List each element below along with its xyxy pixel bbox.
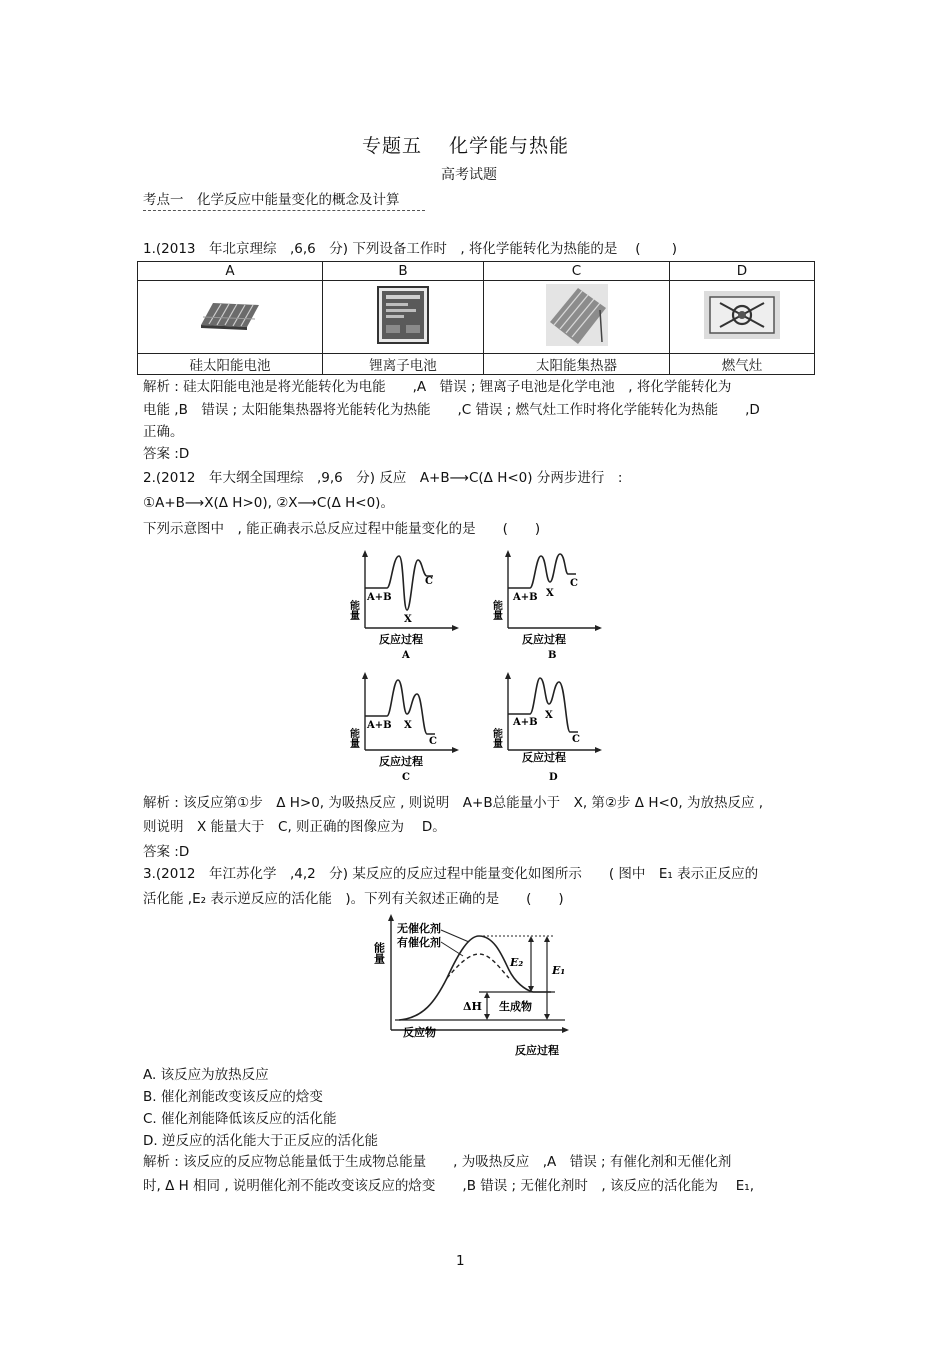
q2-stem-line2: ①A+B⟶X(Δ H>0), ②X⟶C(Δ H<0)。 xyxy=(143,495,394,511)
q2a-option: A xyxy=(402,650,410,661)
q3-ylabel: 能量 xyxy=(372,942,386,964)
q2a-product: C xyxy=(425,576,433,587)
q1-image-d xyxy=(670,281,815,354)
q3-energy-diagram xyxy=(372,912,585,1060)
q2c-ylabel: 能量 xyxy=(347,728,359,748)
q1-label-c: 太阳能集热器 xyxy=(484,354,670,375)
q2c-reactant: A+B xyxy=(367,720,392,731)
q2a-ylabel: 能量 xyxy=(347,600,359,620)
q3-xlabel: 反应过程 xyxy=(515,1044,559,1057)
q2b-product: C xyxy=(570,578,578,589)
q2d-reactant: A+B xyxy=(513,717,538,728)
q3-no-catalyst-label: 无催化剂 xyxy=(397,922,441,935)
q3-analysis-line2: 时, Δ H 相同 , 说明催化剂不能改变该反应的焓变 ,B 错误 ; 无催化剂时 , 该反应的活化能为 E₁, xyxy=(143,1178,755,1194)
q2d-intermediate: X xyxy=(545,710,553,721)
q3-choice-d: D. 逆反应的活化能大于正反应的活化能 xyxy=(143,1133,378,1149)
q3-choice-c: C. 催化剂能降低该反应的活化能 xyxy=(143,1111,337,1127)
q1-label-a: 硅太阳能电池 xyxy=(138,354,323,375)
q2-diagram-a xyxy=(345,548,465,660)
page-title: 专题五 化学能与热能 xyxy=(362,135,570,157)
q2-stem-line3: 下列示意图中 , 能正确表示总反应过程中能量变化的是 ( ) xyxy=(143,521,541,537)
solar-panel-icon xyxy=(195,297,265,333)
q1-label-d: 燃气灶 xyxy=(670,354,815,375)
q2a-reactant: A+B xyxy=(367,592,392,603)
q1-answer: 答案 :D xyxy=(143,446,190,462)
q2c-product: C xyxy=(429,736,437,747)
q2b-xlabel: 反应过程 xyxy=(522,633,566,646)
q2-diagram-d xyxy=(488,670,608,784)
q3-reactant-label: 反应物 xyxy=(403,1026,436,1039)
q1-analysis-line2: 电能 ,B 错误 ; 太阳能集热器将光能转化为热能 ,C 错误 ; 燃气灶工作时将化学能转化为热能 ,D xyxy=(143,402,760,418)
q2d-option: D xyxy=(549,772,558,783)
q2a-xlabel: 反应过程 xyxy=(379,633,423,646)
q2b-intermediate: X xyxy=(546,588,554,599)
q2-stem-line1: 2.(2012 年大纲全国理综 ,9,6 分) 反应 A+B⟶C(Δ H<0) 分两步进行 : xyxy=(143,470,623,486)
q1-image-b xyxy=(323,281,484,354)
q1-header-d: D xyxy=(670,262,815,281)
q3-with-catalyst-label: 有催化剂 xyxy=(397,936,441,949)
q2b-reactant: A+B xyxy=(513,592,538,603)
q3-stem-line2: 活化能 ,E₂ 表示逆反应的活化能 )。下列有关叙述正确的是 ( ) xyxy=(143,891,564,907)
gas-stove-icon xyxy=(702,289,782,341)
q1-image-c xyxy=(484,281,670,354)
q2c-option: C xyxy=(402,772,410,783)
q1-image-a xyxy=(138,281,323,354)
q2d-xlabel: 反应过程 xyxy=(522,751,566,764)
q2-diagram-c xyxy=(345,670,465,784)
q3-product-label: 生成物 xyxy=(499,1000,532,1013)
q1-options-table xyxy=(137,261,815,375)
q3-choice-b: B. 催化剂能改变该反应的焓变 xyxy=(143,1089,323,1105)
q1-analysis-line3: 正确。 xyxy=(143,424,184,440)
q3-choice-a: A. 该反应为放热反应 xyxy=(143,1067,269,1083)
q1-stem: 1.(2013 年北京理综 ,6,6 分) 下列设备工作时 , 将化学能转化为热能的是 ( ) xyxy=(143,241,678,257)
q1-analysis-line1: 解析 : 硅太阳能电池是将光能转化为电能 ,A 错误 ; 锂离子电池是化学电池 , 将化学能转化为 xyxy=(143,379,732,395)
q3-analysis-line1: 解析 : 该反应的反应物总能量低于生成物总能量 , 为吸热反应 ,A 错误 ; 有催化剂和无催化剂 xyxy=(143,1154,732,1170)
q2c-xlabel: 反应过程 xyxy=(379,755,423,768)
q3-e2-label: E₂ xyxy=(510,956,524,969)
page-number: 1 xyxy=(456,1253,465,1269)
q3-e1-label: E₁ xyxy=(552,964,566,977)
q2-analysis-line2: 则说明 X 能量大于 C, 则正确的图像应为 D。 xyxy=(143,819,446,835)
q2-answer: 答案 :D xyxy=(143,844,190,860)
q2a-intermediate: X xyxy=(404,614,412,625)
q1-header-a: A xyxy=(138,262,323,281)
lithium-battery-icon xyxy=(375,285,431,345)
q1-header-b: B xyxy=(323,262,484,281)
q2-diagram-b xyxy=(488,548,608,660)
q2b-ylabel: 能量 xyxy=(490,600,502,620)
q3-stem-line1: 3.(2012 年江苏化学 ,4,2 分) 某反应的反应过程中能量变化如图所示 ( 图中 E₁ 表示正反应的 xyxy=(143,866,759,882)
q2c-intermediate: X xyxy=(404,720,412,731)
q2d-product: C xyxy=(572,734,580,745)
q1-header-c: C xyxy=(484,262,670,281)
page-subtitle: 高考试题 xyxy=(441,167,497,183)
section-heading: 考点一 化学反应中能量变化的概念及计算 xyxy=(143,188,425,211)
q1-label-b: 锂离子电池 xyxy=(323,354,484,375)
q2b-option: B xyxy=(548,650,557,661)
q3-dh-label: ΔH xyxy=(463,1000,482,1013)
q2-analysis-line1: 解析 : 该反应第①步 Δ H>0, 为吸热反应 , 则说明 A+B总能量小于 X, 第②步 Δ H<0, 为放热反应 , xyxy=(143,795,764,811)
q2d-ylabel: 能量 xyxy=(490,728,502,748)
solar-heater-icon xyxy=(544,282,610,348)
